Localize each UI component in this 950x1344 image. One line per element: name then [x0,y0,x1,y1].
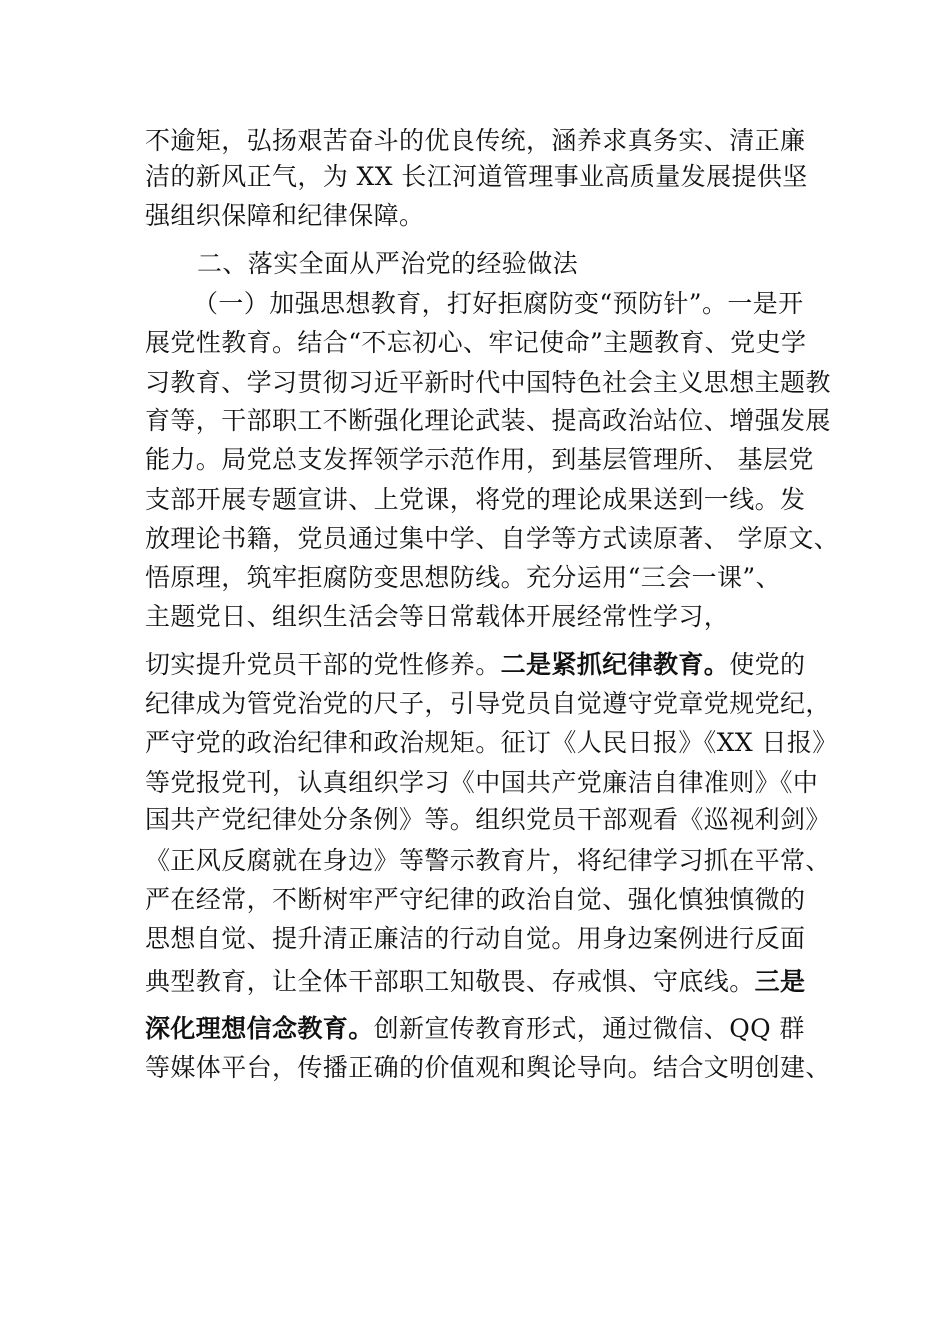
text-segment: 使党的 [729,650,806,679]
text-line [145,484,805,516]
text-line [145,523,839,555]
text-segment: 典型教育，让全体干部职工知敬畏、存戒惧、守底线。 [145,967,755,996]
text-segment: 主题党日、组织生活会等日常载体开展经常性学习， [145,602,730,631]
text-line [145,444,814,476]
text-segment: 二、落实全面从严治党的经验做法 [197,249,579,278]
text-line [145,1013,805,1045]
text-segment: 严在经常，不断树牢严守纪律的政治自觉、强化慎独慎微的 [145,885,806,914]
text-line [145,923,805,955]
text-segment: 严守党的政治纪律和政治规矩。征订《人民日报》《XX 日报》 [145,728,838,757]
bold-lead-text: 二是紧抓纪律教育。 [500,650,730,679]
text-segment: 能力。局党总支发挥领学示范作用，到基层管理所、 基层党 [145,445,814,474]
text-line [145,161,808,193]
section-heading [197,248,578,280]
text-segment: 切实提升党员干部的党性修养。 [145,650,501,679]
text-line [145,125,805,157]
text-segment: （一）加强思想教育，打好拒腐防变“预防针”。一是开 [193,289,804,318]
text-segment: 等党报党刊，认真组织学习《中国共产党廉洁自律准则》《中 [145,768,819,797]
text-line [145,405,831,437]
text-segment: 纪律成为管党治党的尺子，引导党员自觉遵守党章党规党纪， [145,689,831,718]
text-segment: 习教育、学习贯彻习近平新时代中国特色社会主义思想主题教 [145,368,831,397]
text-line [145,200,424,232]
text-line [145,845,831,877]
text-segment: 洁的新风正气，为 XX 长江河道管理事业高质量发展提供坚 [145,162,808,191]
text-line [145,327,806,359]
text-line [145,1052,831,1084]
text-line [145,649,805,681]
text-segment: 悟原理，筑牢拒腐防变思想防线。充分运用“三会一课”、 [145,563,781,592]
text-segment: 强组织保障和纪律保障。 [145,201,425,230]
text-line [145,367,831,399]
text-line [193,288,804,320]
bold-lead-text: 深化理想信念教育。 [145,1014,374,1043]
text-segment: 育等，干部职工不断强化理论武装、提高政治站位、增强发展 [145,406,831,435]
text-line [145,727,838,759]
text-line [145,601,729,633]
text-line [145,767,818,799]
text-line [145,688,831,720]
text-line [145,884,805,916]
text-segment: 等媒体平台，传播正确的价值观和舆论导向。结合文明创建、 [145,1053,831,1082]
text-line [145,804,831,836]
text-line [145,966,805,998]
text-segment: 放理论书籍，党员通过集中学、自学等方式读原著、 学原文、 [145,524,840,553]
text-segment: 思想自觉、提升清正廉洁的行动自觉。用身边案例进行反面 [145,924,806,953]
text-segment: 国共产党纪律处分条例》等。组织党员干部观看《巡视利剑》 [145,805,831,834]
bold-lead-text: 三是 [754,967,806,996]
text-segment: 展党性教育。结合“不忘初心、牢记使命”主题教育、党史学 [145,328,807,357]
text-segment: 创新宣传教育形式，通过微信、QQ 群 [373,1014,805,1043]
text-segment: 《正风反腐就在身边》等警示教育片，将纪律学习抓在平常、 [145,846,831,875]
text-line [145,562,781,594]
text-segment: 支部开展专题宣讲、上党课，将党的理论成果送到一线。发 [145,485,806,514]
text-segment: 不逾矩，弘扬艰苦奋斗的优良传统，涵养求真务实、清正廉 [145,126,806,155]
